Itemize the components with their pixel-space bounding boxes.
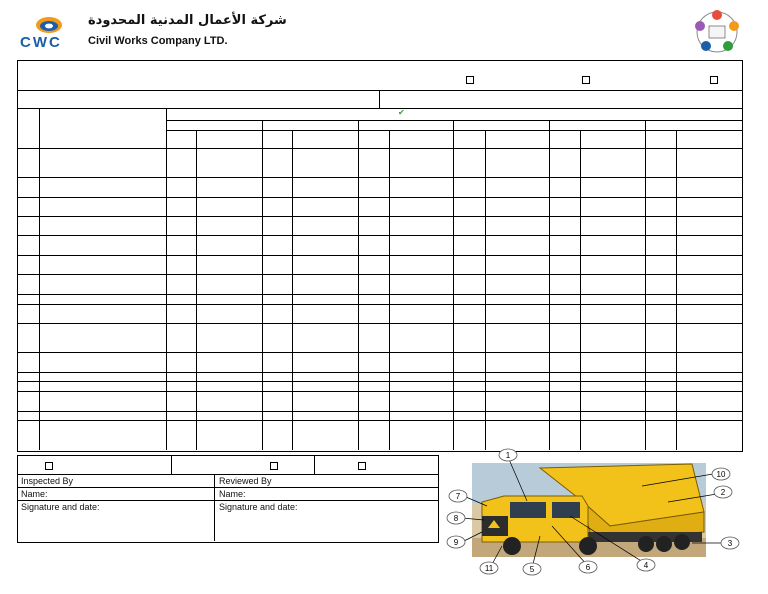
grid-line bbox=[17, 235, 742, 236]
grid-line bbox=[17, 372, 742, 373]
callout-number: 11 bbox=[484, 564, 494, 573]
table-border bbox=[17, 60, 743, 452]
grid-line bbox=[453, 120, 454, 450]
grid-line bbox=[196, 130, 197, 450]
status-checkbox[interactable] bbox=[466, 76, 474, 84]
grid-line bbox=[39, 108, 40, 450]
callout-number: 3 bbox=[727, 539, 733, 548]
grid-line bbox=[17, 391, 742, 392]
inspected-by-label: Inspected By bbox=[21, 476, 74, 486]
grid-line bbox=[17, 411, 742, 412]
rule bbox=[214, 474, 215, 541]
inspector-name-label: Name: bbox=[21, 489, 48, 499]
callout-number: 6 bbox=[585, 563, 591, 572]
callout-number: 2 bbox=[720, 488, 726, 497]
grid-line bbox=[358, 120, 359, 450]
company-name-english: Civil Works Company LTD. bbox=[88, 35, 228, 47]
callout-number: 5 bbox=[529, 565, 535, 574]
grid-line bbox=[549, 120, 550, 450]
grid-line bbox=[17, 294, 742, 295]
rule bbox=[17, 108, 742, 109]
company-name-arabic: شركة الأعمال المدنية المحدودة bbox=[88, 13, 287, 28]
grid-line bbox=[580, 130, 581, 450]
inspector-signature-label: Signature and date: bbox=[21, 502, 100, 512]
rule bbox=[314, 455, 315, 474]
reviewed-by-label: Reviewed By bbox=[219, 476, 272, 486]
grid-line bbox=[17, 255, 742, 256]
callout-number: 4 bbox=[643, 561, 649, 570]
grid-line bbox=[166, 108, 167, 450]
grid-line bbox=[17, 420, 742, 421]
grid-line bbox=[17, 274, 742, 275]
rule bbox=[166, 120, 742, 121]
grid-line bbox=[17, 177, 742, 178]
rule bbox=[17, 500, 438, 501]
sign-off-checkbox[interactable] bbox=[270, 462, 278, 470]
rule bbox=[379, 90, 380, 108]
callout-number: 7 bbox=[455, 492, 461, 501]
callout-number: 8 bbox=[453, 514, 459, 523]
rule bbox=[17, 474, 438, 475]
rule bbox=[17, 487, 438, 488]
emblem-logo bbox=[690, 8, 744, 56]
sign-off-border bbox=[17, 455, 439, 543]
reviewer-signature-label: Signature and date: bbox=[219, 502, 298, 512]
sign-off-checkbox[interactable] bbox=[358, 462, 366, 470]
callout-number: 10 bbox=[716, 470, 726, 479]
rule bbox=[166, 130, 742, 131]
grid-line bbox=[676, 130, 677, 450]
grid-line bbox=[485, 130, 486, 450]
grid-line bbox=[17, 304, 742, 305]
grid-line bbox=[262, 120, 263, 450]
logo-text: CWC bbox=[20, 34, 62, 51]
grid-line bbox=[645, 120, 646, 450]
grid-line bbox=[17, 381, 742, 382]
grid-line bbox=[292, 130, 293, 450]
callout-number: 1 bbox=[505, 451, 511, 460]
rule bbox=[171, 455, 172, 474]
reviewer-name-label: Name: bbox=[219, 489, 246, 499]
grid-line bbox=[17, 148, 742, 149]
grid-line bbox=[17, 323, 742, 324]
callout-number: 9 bbox=[453, 538, 459, 547]
dump-truck-diagram bbox=[442, 446, 748, 580]
grid-line bbox=[17, 197, 742, 198]
status-checkbox[interactable] bbox=[710, 76, 718, 84]
sign-off-checkbox[interactable] bbox=[45, 462, 53, 470]
status-checkbox[interactable] bbox=[582, 76, 590, 84]
check-mark: ✔ bbox=[398, 108, 405, 117]
grid-line bbox=[17, 352, 742, 353]
grid-line bbox=[17, 216, 742, 217]
grid-line bbox=[389, 130, 390, 450]
